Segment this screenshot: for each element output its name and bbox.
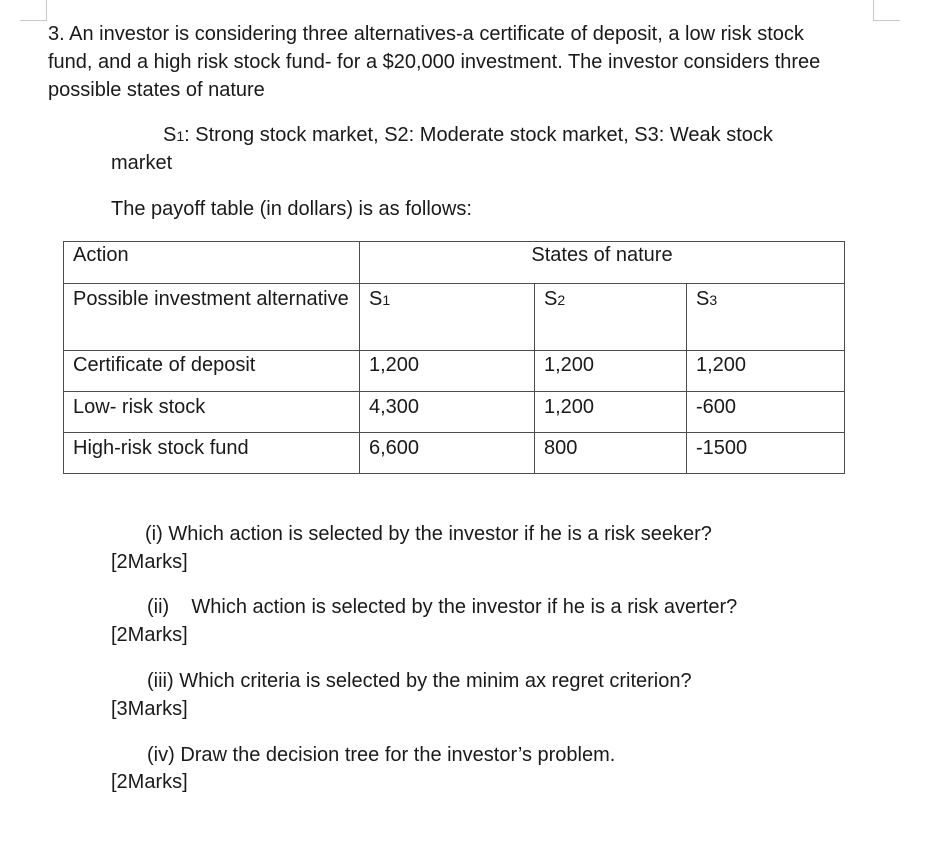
states-line-2: market [111,152,173,174]
state-s1-subscript: 1 [176,128,185,144]
question-line-1: 3. An investor is considering three alternatives-a certificate of deposit, a low risk stock [48,23,804,45]
table-subheader-row [64,284,845,351]
state-s1-letter: S [163,124,177,146]
table-cell: 6,600 [360,433,535,474]
row-label: Certificate of deposit [64,351,360,392]
state-header-s1: S1 [360,284,535,351]
table-row [64,392,845,433]
table-cell: 1,200 [535,351,687,392]
header-action: Action [64,242,360,284]
question-line-2: fund, and a high risk stock fund- for a $20,000 investment. The investor considers three [48,51,821,73]
states-line-1-text: : Strong stock market, S2: Moderate stock market, S3: Weak stock [184,124,773,146]
page-corner-mark-left [20,0,47,21]
question-line-3: possible states of nature [48,79,265,101]
page-corner-mark-right [873,0,900,21]
table-cell: 4,300 [360,392,535,433]
table-cell: 1,200 [360,351,535,392]
sub-question-iv: (iv) Draw the decision tree for the investor’s problem. [147,744,616,766]
sub-question-ii: (ii) Which action is selected by the investor if he is a risk averter? [147,596,738,618]
table-cell: 1,200 [535,392,687,433]
table-cell: 800 [535,433,687,474]
state-header-s2: S2 [535,284,687,351]
state-header-s3: S3 [687,284,845,351]
sub-question-iii: (iii) Which criteria is selected by the minim ax regret criterion? [147,670,692,692]
sub-question-i: (i) Which action is selected by the investor if he is a risk seeker? [145,523,712,545]
sub-question-i-marks: [2Marks] [111,551,188,573]
table-row [64,351,845,392]
sub-question-iii-marks: [3Marks] [111,698,188,720]
table-cell: 1,200 [687,351,845,392]
subheader-alternative: Possible investment alternative [64,284,360,351]
payoff-table [63,241,845,474]
sub-question-ii-marks: [2Marks] [111,624,188,646]
row-label: Low- risk stock [64,392,360,433]
table-row [64,433,845,474]
table-cell: -600 [687,392,845,433]
sub-question-iv-marks: [2Marks] [111,771,188,793]
payoff-intro: The payoff table (in dollars) is as follows: [111,198,472,220]
header-states-of-nature: States of nature [360,242,845,284]
row-label: High-risk stock fund [64,433,360,474]
states-line-1 [163,121,773,150]
table-cell: -1500 [687,433,845,474]
table-header-row [64,242,845,284]
